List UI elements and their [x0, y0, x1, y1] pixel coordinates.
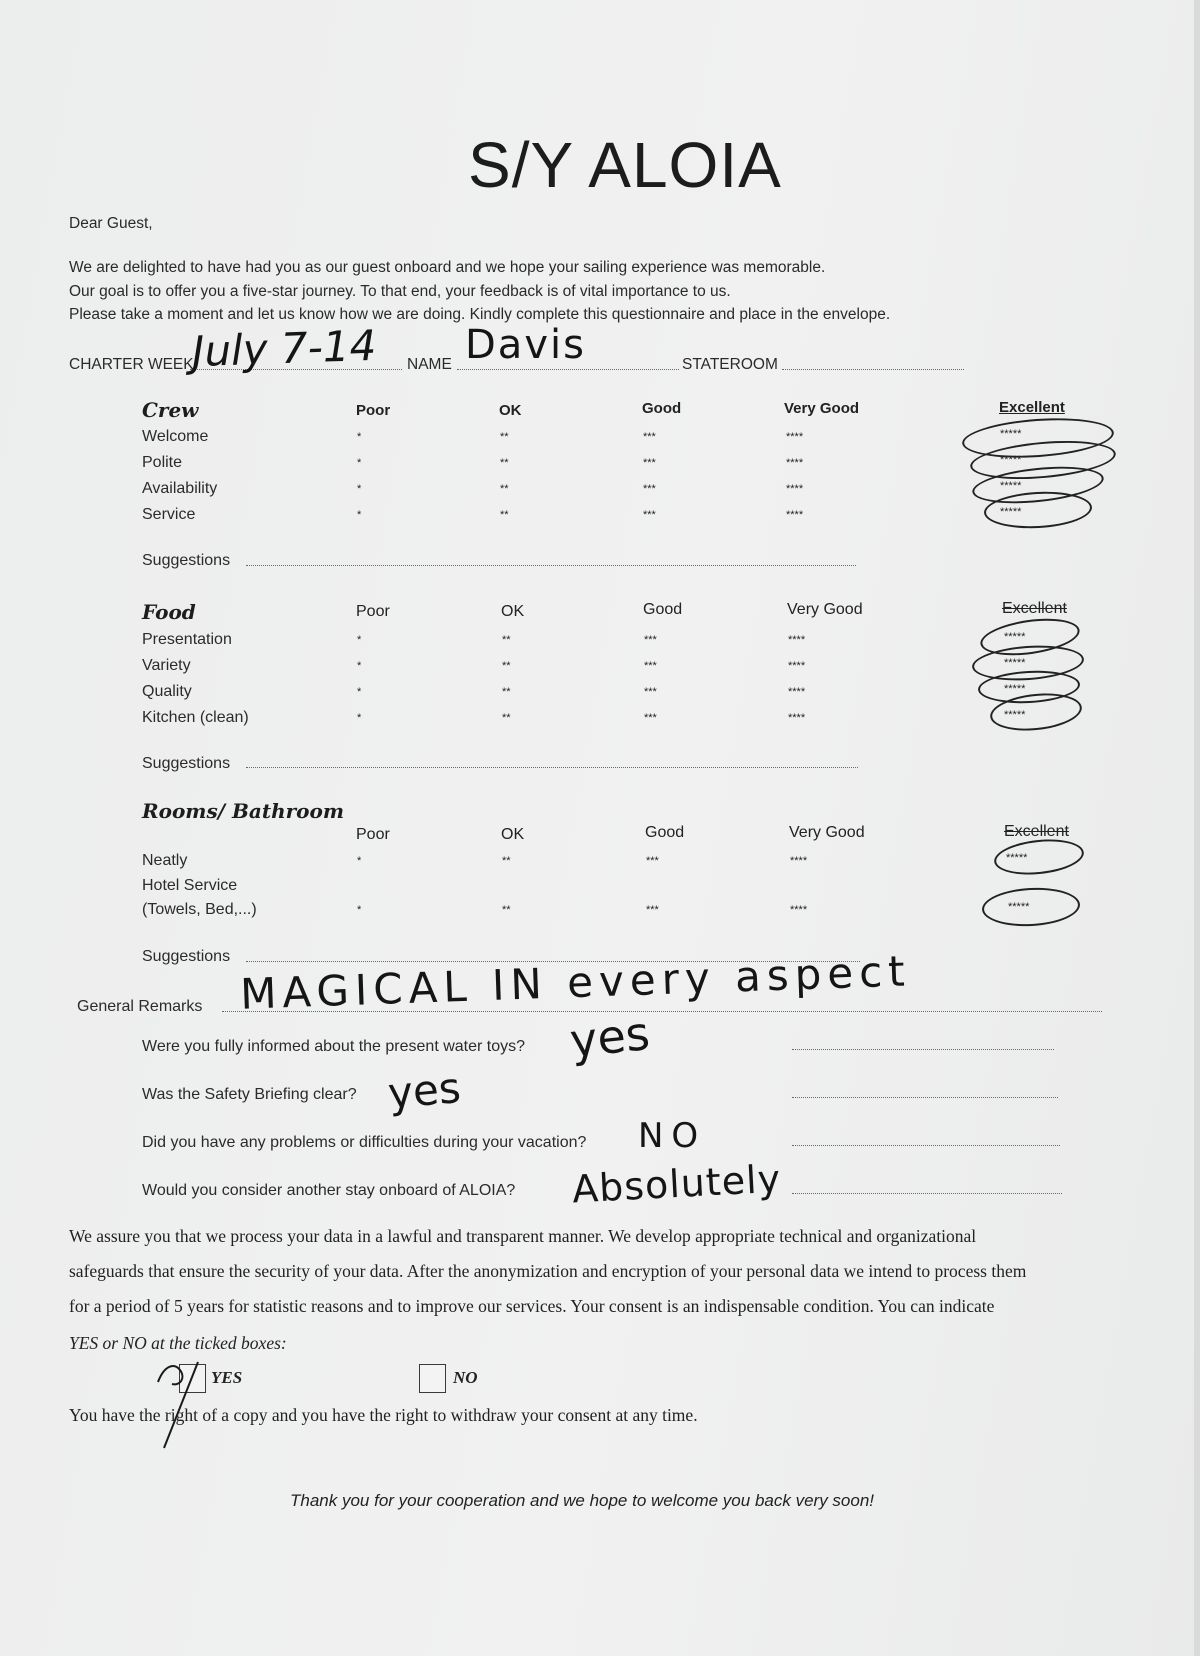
star-excellent[interactable]: ***** [1004, 657, 1026, 669]
greeting: Dear Guest, [69, 215, 153, 232]
food-item: Quality [142, 683, 192, 700]
intro-line: Our goal is to offer you a five-star journey. To that end, your feedback is of vital importance to us. [69, 283, 731, 300]
section-title-food: Food [142, 600, 196, 624]
rooms-item: Hotel Service [142, 877, 238, 894]
rating-header-good: Good [642, 400, 682, 417]
question-problems: Did you have any problems or difficulties during your vacation? [142, 1134, 587, 1151]
suggestions-label: Suggestions [142, 948, 231, 965]
star-excellent[interactable]: ***** [1000, 454, 1022, 466]
answer-another-stay: Absolutely [570, 1156, 783, 1212]
star-excellent[interactable]: ***** [1000, 506, 1022, 518]
food-item: Variety [142, 657, 191, 674]
star-ok[interactable]: ** [502, 686, 511, 698]
suggestions-line[interactable] [246, 767, 858, 768]
name-value: Davis [465, 322, 586, 368]
rating-header-very-good: Very Good [789, 824, 865, 841]
answer-problems: NO [638, 1116, 707, 1156]
page-title: S/Y ALOIA [468, 129, 782, 201]
crew-item: Service [142, 506, 196, 523]
question-another-stay: Would you consider another stay onboard of ALOIA? [142, 1182, 516, 1199]
rating-header-poor: Poor [356, 402, 391, 419]
star-excellent[interactable]: ***** [1000, 480, 1022, 492]
star-good[interactable]: *** [644, 712, 657, 724]
star-poor[interactable]: * [357, 686, 362, 698]
star-good[interactable]: *** [643, 483, 656, 495]
star-excellent[interactable]: ***** [1004, 683, 1026, 695]
star-ok[interactable]: ** [500, 483, 509, 495]
general-remarks-answer: MAGICAL IN every aspect [239, 946, 912, 1019]
star-good[interactable]: *** [643, 457, 656, 469]
privacy-line: for a period of 5 years for statistic reasons and to improve our services. Your consent is an indispensable condition. You can indicate [69, 1296, 995, 1316]
suggestions-label: Suggestions [142, 552, 231, 569]
food-item: Kitchen (clean) [142, 709, 249, 726]
star-ok[interactable]: ** [502, 855, 511, 867]
star-very-good[interactable]: **** [788, 712, 806, 724]
answer-line[interactable] [792, 1193, 1062, 1194]
intro-line: Please take a moment and let us know how we are doing. Kindly complete this questionnaire and place in the envelope. [69, 306, 891, 323]
handwritten-check-mark-icon [150, 1352, 212, 1452]
rooms-item: Neatly [142, 852, 188, 869]
answer-line[interactable] [792, 1145, 1060, 1146]
star-excellent[interactable]: ***** [1000, 428, 1022, 440]
charter-week-label: CHARTER WEEK [69, 356, 194, 373]
question-water-toys: Were you fully informed about the present water toys? [142, 1038, 526, 1055]
rights-text: You have the right of a copy and you have the right to withdraw your consent at any time. [69, 1405, 698, 1425]
star-ok[interactable]: ** [502, 712, 511, 724]
stateroom-line[interactable] [782, 369, 964, 370]
answer-line[interactable] [792, 1097, 1058, 1098]
name-label: NAME [407, 356, 452, 373]
star-excellent[interactable]: ***** [1006, 852, 1028, 864]
star-ok[interactable]: ** [500, 509, 509, 521]
consent-no-label: NO [453, 1368, 478, 1387]
name-line[interactable] [457, 369, 679, 370]
star-very-good[interactable]: **** [790, 904, 808, 916]
star-ok[interactable]: ** [500, 431, 509, 443]
star-very-good[interactable]: **** [788, 634, 806, 646]
rating-header-excellent: Excellent [999, 399, 1065, 416]
rating-header-ok: OK [499, 402, 522, 419]
crew-item: Polite [142, 454, 183, 471]
star-very-good[interactable]: **** [790, 855, 808, 867]
star-poor[interactable]: * [357, 431, 362, 443]
star-good[interactable]: *** [643, 509, 656, 521]
star-excellent[interactable]: ***** [1004, 709, 1026, 721]
star-good[interactable]: *** [646, 855, 659, 867]
rating-header-excellent: Excellent [1004, 823, 1069, 840]
section-title-crew: Crew [142, 398, 199, 422]
rating-header-ok: OK [501, 826, 525, 843]
privacy-line: safeguards that ensure the security of your data. After the anonymization and encryption of your personal data we intend to process them [69, 1261, 1027, 1281]
star-poor[interactable]: * [357, 855, 362, 867]
star-poor[interactable]: * [357, 712, 362, 724]
paper-edge [1194, 0, 1200, 1656]
star-very-good[interactable]: **** [788, 660, 806, 672]
rating-header-excellent: Excellent [1002, 600, 1067, 617]
star-good[interactable]: *** [643, 431, 656, 443]
star-excellent[interactable]: ***** [1004, 631, 1026, 643]
rating-header-poor: Poor [356, 603, 390, 620]
thank-you-note: Thank you for your cooperation and we hope to welcome you back very soon! [290, 1491, 875, 1510]
star-ok[interactable]: ** [502, 634, 511, 646]
rating-header-poor: Poor [356, 826, 390, 843]
star-ok[interactable]: ** [502, 904, 511, 916]
section-title-rooms: Rooms/ Bathroom [142, 799, 345, 823]
stateroom-label: STATEROOM [682, 356, 778, 373]
star-very-good[interactable]: **** [788, 686, 806, 698]
star-ok[interactable]: ** [500, 457, 509, 469]
privacy-line: YES or NO at the ticked boxes: [69, 1333, 287, 1353]
star-good[interactable]: *** [644, 686, 657, 698]
rating-header-very-good: Very Good [787, 601, 863, 618]
general-remarks-label: General Remarks [77, 998, 203, 1015]
star-excellent[interactable]: ***** [1008, 901, 1030, 913]
star-poor[interactable]: * [357, 904, 362, 916]
rating-header-very-good: Very Good [784, 400, 860, 417]
charter-week-value: July 7-14 [191, 320, 378, 377]
star-very-good[interactable]: **** [786, 431, 804, 443]
star-good[interactable]: *** [644, 634, 657, 646]
star-poor[interactable]: * [357, 634, 362, 646]
star-poor[interactable]: * [357, 509, 362, 521]
food-item: Presentation [142, 631, 232, 648]
answer-safety-briefing: yes [386, 1062, 463, 1119]
crew-item: Welcome [142, 428, 209, 445]
question-safety-briefing: Was the Safety Briefing clear? [142, 1086, 357, 1103]
intro-line: We are delighted to have had you as our guest onboard and we hope your sailing experience was memorable. [69, 259, 826, 276]
suggestions-line[interactable] [246, 565, 856, 566]
star-very-good[interactable]: **** [786, 457, 804, 469]
answer-line[interactable] [792, 1049, 1054, 1050]
crew-item: Availability [142, 480, 218, 497]
suggestions-label: Suggestions [142, 755, 231, 772]
star-good[interactable]: *** [646, 904, 659, 916]
consent-no-checkbox[interactable] [419, 1364, 446, 1393]
rating-header-good: Good [643, 601, 683, 618]
consent-yes-label: YES [211, 1368, 243, 1387]
star-very-good[interactable]: **** [786, 483, 804, 495]
star-poor[interactable]: * [357, 660, 362, 672]
answer-water-toys: yes [567, 1005, 653, 1069]
privacy-line: We assure you that we process your data in a lawful and transparent manner. We develop appropriate technical and organizational [69, 1226, 977, 1246]
star-good[interactable]: *** [644, 660, 657, 672]
rooms-item: (Towels, Bed,...) [142, 901, 257, 918]
star-poor[interactable]: * [357, 457, 362, 469]
rating-header-ok: OK [501, 603, 525, 620]
star-ok[interactable]: ** [502, 660, 511, 672]
star-poor[interactable]: * [357, 483, 362, 495]
rating-header-good: Good [645, 824, 685, 841]
star-very-good[interactable]: **** [786, 509, 804, 521]
